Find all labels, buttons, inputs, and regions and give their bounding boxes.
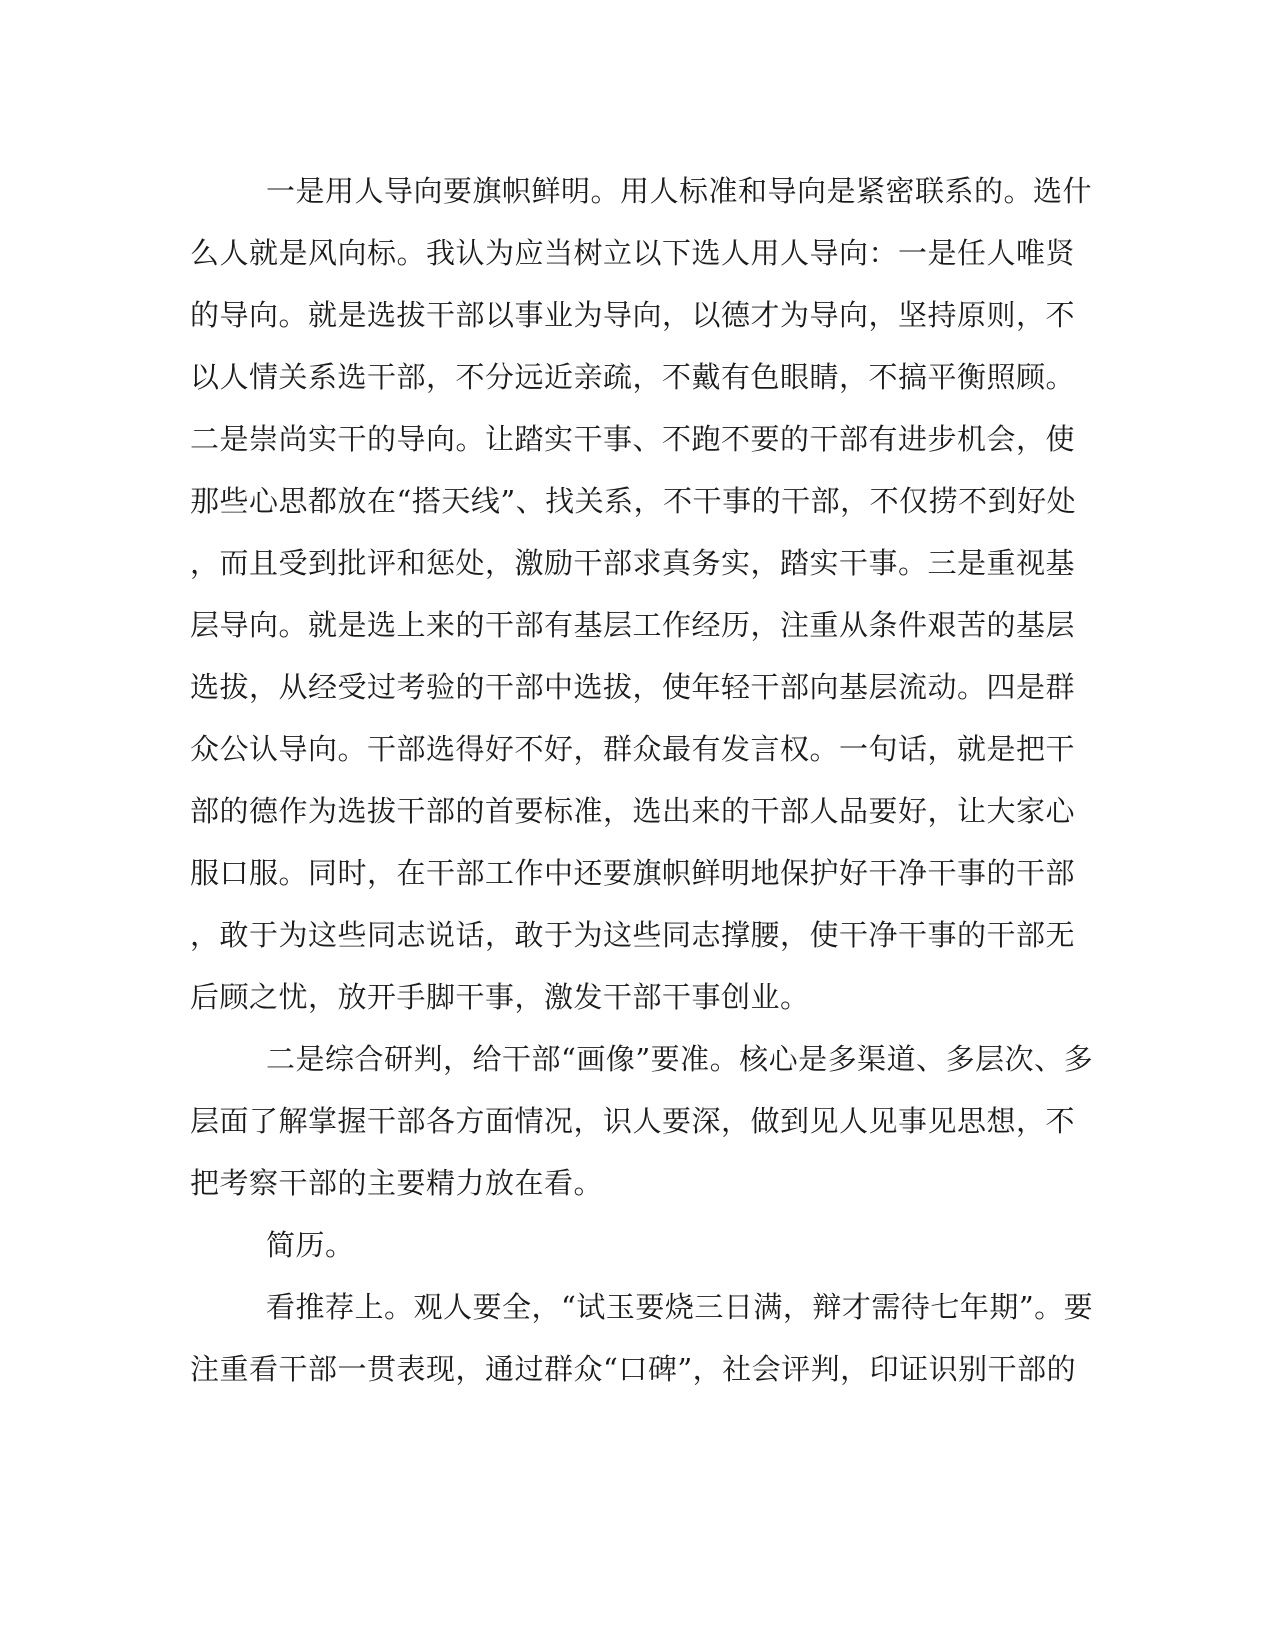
paragraph-line: 层导向。就是选上来的干部有基层工作经历，注重从条件艰苦的基层 bbox=[190, 608, 1076, 642]
paragraph-line: ，敢于为这些同志说话，敢于为这些同志撑腰，使干净干事的干部无 bbox=[190, 918, 1076, 952]
paragraph-line: 么人就是风向标。我认为应当树立以下选人用人导向：一是任人唯贤 bbox=[190, 236, 1076, 270]
paragraph-line: 二是综合研判，给干部“画像”要准。核心是多渠道、多层次、多 bbox=[266, 1042, 1094, 1076]
paragraph-line: 看推荐上。观人要全，“试玉要烧三日满，辩才需待七年期”。要 bbox=[266, 1290, 1094, 1324]
document-body bbox=[190, 160, 1094, 1400]
paragraph-line: 把考察干部的主要精力放在看。 bbox=[190, 1166, 604, 1200]
paragraph-line: 简历。 bbox=[266, 1228, 355, 1262]
paragraph-line: 注重看干部一贯表现，通过群众“口碑”，社会评判，印证识别干部的 bbox=[190, 1352, 1077, 1386]
paragraph-line: ，而且受到批评和惩处，激励干部求真务实，踏实干事。三是重视基 bbox=[190, 546, 1076, 580]
paragraph-line: 以人情关系选干部，不分远近亲疏，不戴有色眼睛，不搞平衡照顾。 bbox=[190, 360, 1076, 394]
paragraph-line: 众公认导向。干部选得好不好，群众最有发言权。一句话，就是把干 bbox=[190, 732, 1076, 766]
paragraph-line: 选拔，从经受过考验的干部中选拔，使年轻干部向基层流动。四是群 bbox=[190, 670, 1076, 704]
paragraph-line: 的导向。就是选拔干部以事业为导向，以德才为导向，坚持原则，不 bbox=[190, 298, 1076, 332]
paragraph-line: 服口服。同时，在干部工作中还要旗帜鲜明地保护好干净干事的干部 bbox=[190, 856, 1076, 890]
paragraph-line: 二是崇尚实干的导向。让踏实干事、不跑不要的干部有进步机会，使 bbox=[190, 422, 1076, 456]
paragraph-line: 层面了解掌握干部各方面情况，识人要深，做到见人见事见思想，不 bbox=[190, 1104, 1076, 1138]
paragraph-line: 一是用人导向要旗帜鲜明。用人标准和导向是紧密联系的。选什 bbox=[266, 174, 1093, 208]
paragraph-line: 那些心思都放在“搭天线”、找关系，不干事的干部，不仅捞不到好处 bbox=[190, 484, 1077, 518]
paragraph-line: 后顾之忧，放开手脚干事，激发干部干事创业。 bbox=[190, 980, 810, 1014]
paragraph-line: 部的德作为选拔干部的首要标准，选出来的干部人品要好，让大家心 bbox=[190, 794, 1076, 828]
